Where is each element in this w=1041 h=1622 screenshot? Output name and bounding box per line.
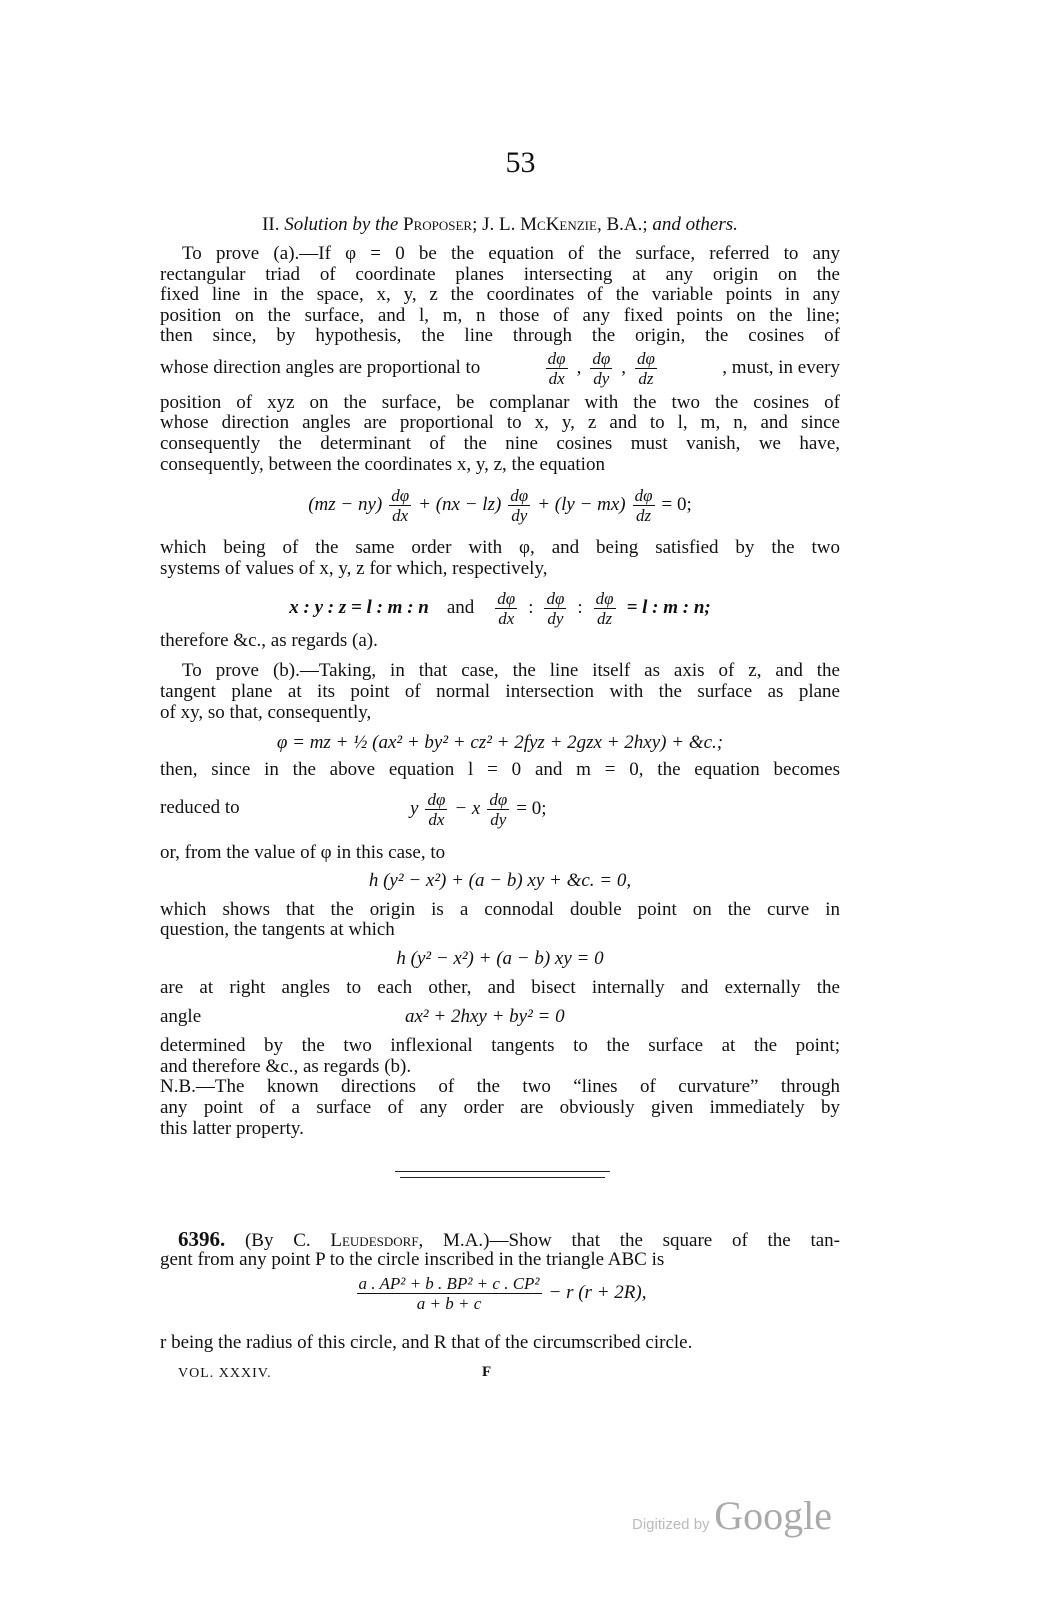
- text-fragment: , must, in every: [722, 357, 840, 378]
- text-line: determined by the two inflexional tangents to the surface at the point;: [160, 1035, 840, 1056]
- text-line: of xy, so that, consequently,: [160, 702, 372, 723]
- equation-6: h (y² − x²) + (a − b) xy = 0: [396, 948, 604, 969]
- text-line: or, from the value of φ in this case, to: [160, 842, 446, 863]
- equation-5: h (y² − x²) + (a − b) xy + &c. = 0,: [368, 870, 632, 891]
- text-line: r being the radius of this circle, and R that of the circumscribed circle.: [160, 1332, 693, 1353]
- fraction: [389, 486, 411, 525]
- fraction: [357, 1274, 542, 1313]
- eq-term: = 0;: [516, 798, 547, 819]
- equation-4: [160, 787, 840, 831]
- volume-label: VOL. XXXIV.: [178, 1366, 272, 1381]
- heading-proposer: Proposer: [403, 214, 473, 235]
- numerator: dφ: [592, 348, 611, 368]
- numerator: dφ: [636, 348, 655, 368]
- text-line: which shows that the origin is a connodal double point on the curve in: [160, 899, 840, 920]
- text-line: and therefore &c., as regards (b).: [160, 1056, 412, 1077]
- denominator: dx: [498, 608, 515, 628]
- numerator: dφ: [427, 789, 446, 809]
- text-line: position of xyz on the surface, be complanar with the two the cosines of: [160, 392, 840, 413]
- denominator: dz: [638, 368, 654, 388]
- section-divider: [395, 1171, 610, 1172]
- text-line: rectangular triad of coordinate planes intersecting at any origin on the: [160, 264, 840, 285]
- fraction: [425, 790, 447, 829]
- text-line: then since, by hypothesis, the line through the origin, the cosines of: [160, 325, 840, 346]
- numerator: dφ: [489, 789, 508, 809]
- heading-author: McKenzie: [520, 214, 597, 235]
- eq-term: + (ly − mx): [537, 494, 626, 515]
- solution-heading: [160, 214, 840, 236]
- numerator: dφ: [510, 485, 529, 505]
- text-line: consequently, between the coordinates x, y, z, the equation: [160, 454, 605, 475]
- denominator: dy: [511, 505, 528, 525]
- numerator: dφ: [497, 588, 516, 608]
- google-logo: Google: [714, 1493, 833, 1538]
- fraction: [635, 349, 657, 388]
- denominator: dx: [428, 809, 445, 829]
- eq-term: x : y : z = l : m : n: [289, 597, 429, 618]
- fraction: [633, 486, 655, 525]
- fraction: [590, 349, 612, 388]
- text-line: To prove (b).—Taking, in that case, the line itself as axis of z, and the: [182, 660, 840, 681]
- watermark-text: Digitized by: [632, 1516, 710, 1533]
- problem-formula: [160, 1270, 840, 1316]
- text-line: any point of a surface of any order are obviously given immediately by: [160, 1097, 840, 1118]
- text-line: consequently the determinant of the nine cosines must vanish, we have,: [160, 433, 840, 454]
- text-line: fixed line in the space, x, y, z the coordinates of the variable points in any: [160, 284, 840, 305]
- equation-1: [160, 483, 840, 527]
- numerator: dφ: [634, 485, 653, 505]
- denominator: dx: [548, 368, 565, 388]
- eq-term: :: [528, 597, 534, 618]
- eq-label: angle: [160, 1006, 202, 1027]
- numerator: dφ: [547, 348, 566, 368]
- google-watermark: [632, 1492, 832, 1539]
- text-line: systems of values of x, y, z for which, respectively,: [160, 558, 548, 579]
- fraction-line: whose direction angles are proportional to $\frac{d\varphi}{dx}$ , $\frac{d\varphi}{dy}$ , $\frac{d\varphi}{dz}$ , must, in every: [160, 348, 840, 388]
- numerator: dφ: [546, 588, 565, 608]
- fraction: [544, 589, 566, 628]
- eq-term: (mz − ny): [308, 494, 383, 515]
- denominator: dy: [490, 809, 507, 829]
- numerator: a . AP² + b . BP² + c . CP²: [358, 1273, 540, 1293]
- denominator: dz: [597, 608, 613, 628]
- eq-term: :: [577, 597, 583, 618]
- eq-term: = 0;: [661, 494, 692, 515]
- denominator: dx: [392, 505, 409, 525]
- numerator: dφ: [391, 485, 410, 505]
- heading-sep: ; J. L.: [472, 214, 516, 235]
- text-line: tangent plane at its point of normal intersection with the surface as plane: [160, 681, 840, 702]
- text-line: position on the surface, and l, m, n those of any fixed points on the line;: [160, 305, 840, 326]
- text-line: To prove (a).—If φ = 0 be the equation of the surface, referred to any: [182, 243, 840, 264]
- text-line: which being of the same order with φ, and being satisfied by the two: [160, 537, 840, 558]
- eq-term: ax² + 2hxy + by² = 0: [405, 1006, 565, 1027]
- fraction: [594, 589, 616, 628]
- text-line: are at right angles to each other, and bisect internally and externally the: [160, 977, 840, 998]
- fraction: [508, 486, 530, 525]
- text-fragment: , M.A.)—Show that the square of the tan-: [418, 1230, 840, 1251]
- eq-term: = l : m : n;: [626, 597, 711, 618]
- text-line: N.B.—The known directions of the two “lines of curvature” through: [160, 1076, 840, 1097]
- eq-term: y: [410, 798, 419, 819]
- eq-label: reduced to: [160, 797, 240, 818]
- heading-others: and others.: [652, 214, 738, 235]
- heading-italic: Solution by the: [284, 214, 399, 235]
- numerator: dφ: [595, 588, 614, 608]
- fraction: [487, 790, 509, 829]
- eq-term: − x: [454, 798, 481, 819]
- eq-term: − r (r + 2R),: [548, 1282, 647, 1303]
- denominator: dy: [593, 368, 610, 388]
- text-line: therefore &c., as regards (a).: [160, 630, 378, 651]
- text-line: then, since in the above equation l = 0 and m = 0, the equation becomes: [160, 759, 840, 780]
- text-line: question, the tangents at which: [160, 919, 395, 940]
- heading-sep: , B.A.;: [596, 214, 648, 235]
- section-divider: [400, 1177, 605, 1178]
- text-line: gent from any point P to the circle inscribed in the triangle ABC is: [160, 1249, 665, 1270]
- denominator: dz: [636, 505, 652, 525]
- denominator: dy: [547, 608, 564, 628]
- text-fragment: whose direction angles are proportional to: [160, 357, 481, 378]
- eq-term: + (nx − lz): [418, 494, 502, 515]
- signature-mark: F: [482, 1364, 492, 1380]
- text-line: whose direction angles are proportional to x, y, z and to l, m, n, and since: [160, 412, 840, 433]
- fraction: [546, 349, 568, 388]
- denominator: a + b + c: [416, 1293, 482, 1313]
- fraction: [495, 589, 517, 628]
- page-number: 53: [505, 146, 536, 179]
- equation-7: [160, 1006, 840, 1028]
- heading-prefix: II.: [262, 214, 280, 235]
- text-fragment: (By C.: [244, 1230, 311, 1251]
- problem-number: 6396.: [178, 1227, 226, 1251]
- equation-2: [160, 586, 840, 630]
- equation-3: φ = mz + ½ (ax² + by² + cz² + 2fyz + 2gzx + 2hxy) + &c.;: [276, 732, 724, 753]
- eq-term: and: [446, 597, 475, 618]
- text-line: this latter property.: [160, 1118, 304, 1139]
- problem-author: Leudesdorf: [330, 1230, 419, 1251]
